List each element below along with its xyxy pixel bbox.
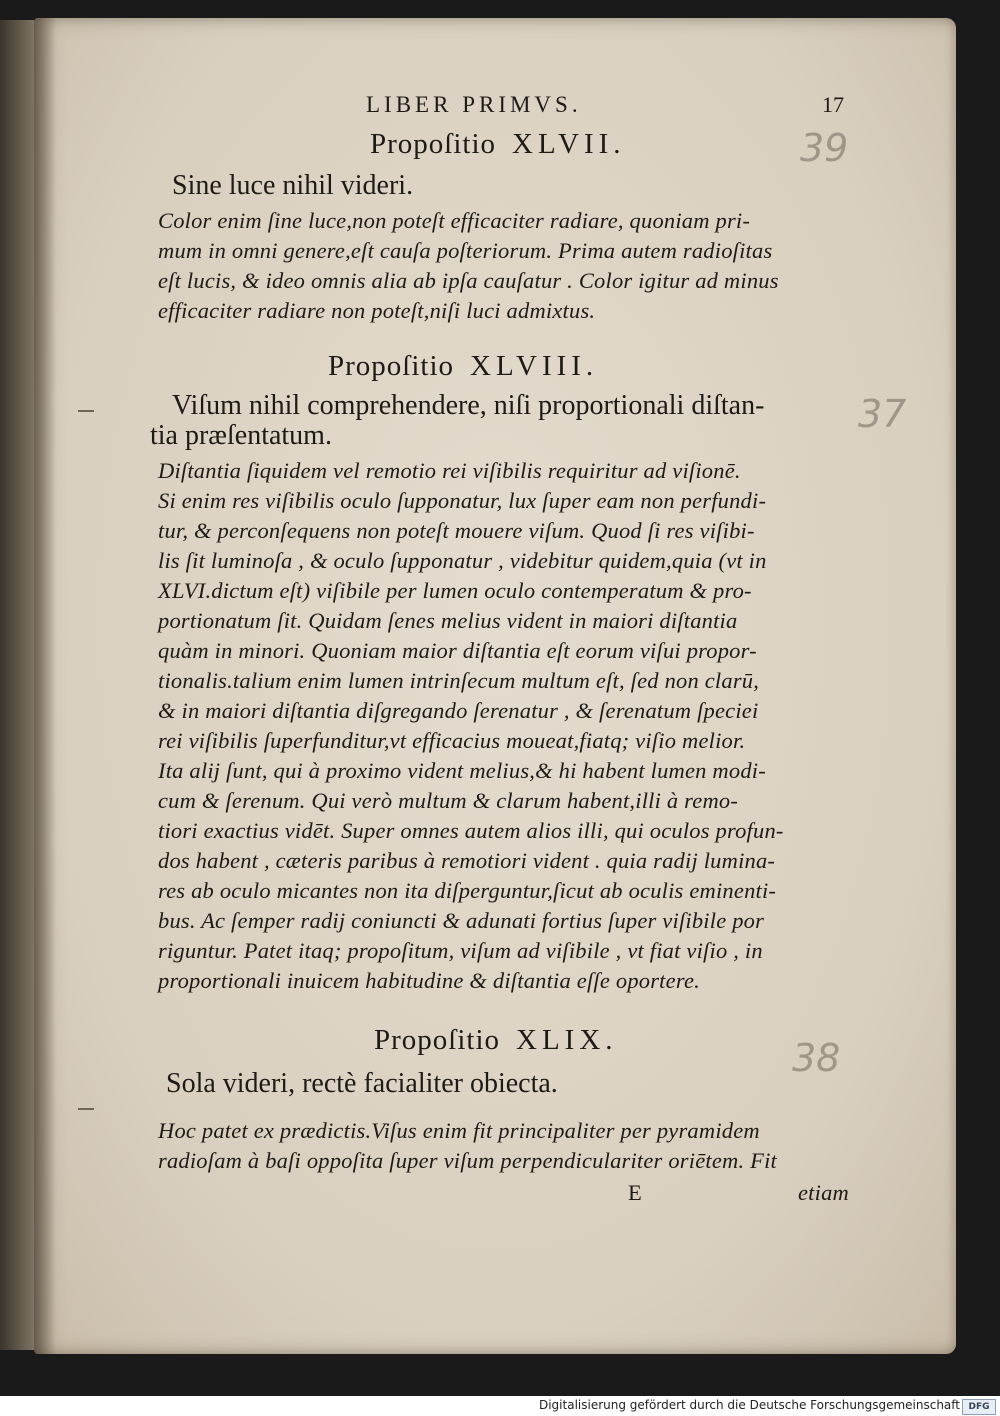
page-gutter-shadow	[34, 18, 56, 1354]
body-line: bus. Ac ſemper radij coniuncti & adunati fortius ſuper viſibile por	[158, 908, 765, 933]
body-line: lis ſit luminoſa , & oculo ſupponatur , videbitur quidem,quia (vt in	[158, 548, 767, 573]
body-line: rei viſibilis ſuperfunditur,vt efficacius moueat,fiatq; viſio melior.	[158, 728, 746, 753]
body-line: Hoc patet ex prædictis.Viſus enim fit principaliter per pyramidem	[158, 1118, 760, 1143]
proposition-heading	[374, 1024, 618, 1057]
body-line: & in maiori diſtantia diſgregando ſerenatur , & ſerenatum ſpeciei	[158, 698, 759, 723]
catchword: etiam	[798, 1180, 849, 1205]
proposition-heading	[370, 128, 626, 161]
proposition-numeral: XLVII.	[512, 128, 626, 160]
body-line: Color enim ſine luce,non poteſt efficaciter radiare, quoniam pri-	[158, 208, 751, 233]
body-line: efficaciter radiare non poteſt,niſi luci admixtus.	[158, 298, 596, 323]
pencil-page-number: 37	[858, 392, 907, 436]
pencil-page-number: 39	[800, 126, 849, 170]
proposition-label: Propoſitio	[370, 128, 497, 160]
dfg-logo-icon: DFG	[962, 1399, 996, 1415]
pencil-page-number: 38	[792, 1036, 841, 1080]
proposition-numeral: XLIX.	[516, 1024, 618, 1056]
footer-bar	[0, 1396, 1000, 1416]
signature-mark: E	[628, 1180, 642, 1205]
proposition-heading	[328, 350, 598, 383]
body-line: Diſtantia ſiquidem vel remotio rei viſibilis requiritur ad viſionē.	[158, 458, 741, 483]
body-line: res ab oculo micantes non ita diſperguntur,ſicut ab oculis eminenti-	[158, 878, 777, 903]
margin-mark	[78, 410, 94, 412]
proposition-statement: Sola videri, rectè facialiter obiecta.	[166, 1068, 558, 1099]
proposition-label: Propoſitio	[328, 350, 455, 382]
body-line: Si enim res viſibilis oculo ſupponatur, lux ſuper eam non perfundi-	[158, 488, 767, 513]
proposition-numeral: XLVIII.	[470, 350, 599, 382]
body-line: portionatum ſit. Quidam ſenes melius vident in maiori diſtantia	[158, 608, 738, 633]
proposition-statement: Viſum nihil comprehendere, niſi proportionali diſtan-	[172, 390, 765, 421]
folio-number: 17	[822, 92, 844, 117]
body-line: proportionali inuicem habitudine & diſtantia eſſe oportere.	[158, 968, 700, 993]
margin-mark	[78, 1108, 94, 1110]
body-line: quàm in minori. Quoniam maior diſtantia eſt eorum viſui propor-	[158, 638, 757, 663]
body-line: eſt lucis, & ideo omnis alia ab ipſa cauſatur . Color igitur ad minus	[158, 268, 779, 293]
body-line: riguntur. Patet itaq; propoſitum, viſum ad viſibile , vt fiat viſio , in	[158, 938, 763, 963]
proposition-statement: tia præſentatum.	[150, 420, 332, 451]
footer-credit: Digitalisierung gefördert durch die Deutsche Forschungsgemeinschaft	[538, 1398, 960, 1412]
body-line: tiori exactius vidēt. Super omnes autem alios illi, qui oculos profun-	[158, 818, 784, 843]
body-line: Ita alij ſunt, qui à proximo vident melius,& hi habent lumen modi-	[158, 758, 766, 783]
body-line: dos habent , cæteris paribus à remotiori vident . quia radij lumina-	[158, 848, 776, 873]
body-line: XLVI.dictum eſt) viſibile per lumen oculo contemperatum & pro-	[158, 578, 752, 603]
running-head: LIBER PRIMVS.	[366, 92, 582, 117]
body-line: tionalis.talium enim lumen intrinſecum multum eſt, ſed non clarū,	[158, 668, 760, 693]
body-line: radioſam à baſi oppoſita ſuper viſum perpendiculariter oriētem. Fit	[158, 1148, 777, 1173]
body-line: mum in omni genere,eſt cauſa poſteriorum. Prima autem radioſitas	[158, 238, 773, 263]
proposition-statement: Sine luce nihil videri.	[172, 170, 414, 201]
proposition-label: Propoſitio	[374, 1024, 501, 1056]
body-line: cum & ſerenum. Qui verò multum & clarum habent,illi à remo-	[158, 788, 739, 813]
body-line: tur, & perconſequens non poteſt mouere viſum. Quod ſi res viſibi-	[158, 518, 755, 543]
